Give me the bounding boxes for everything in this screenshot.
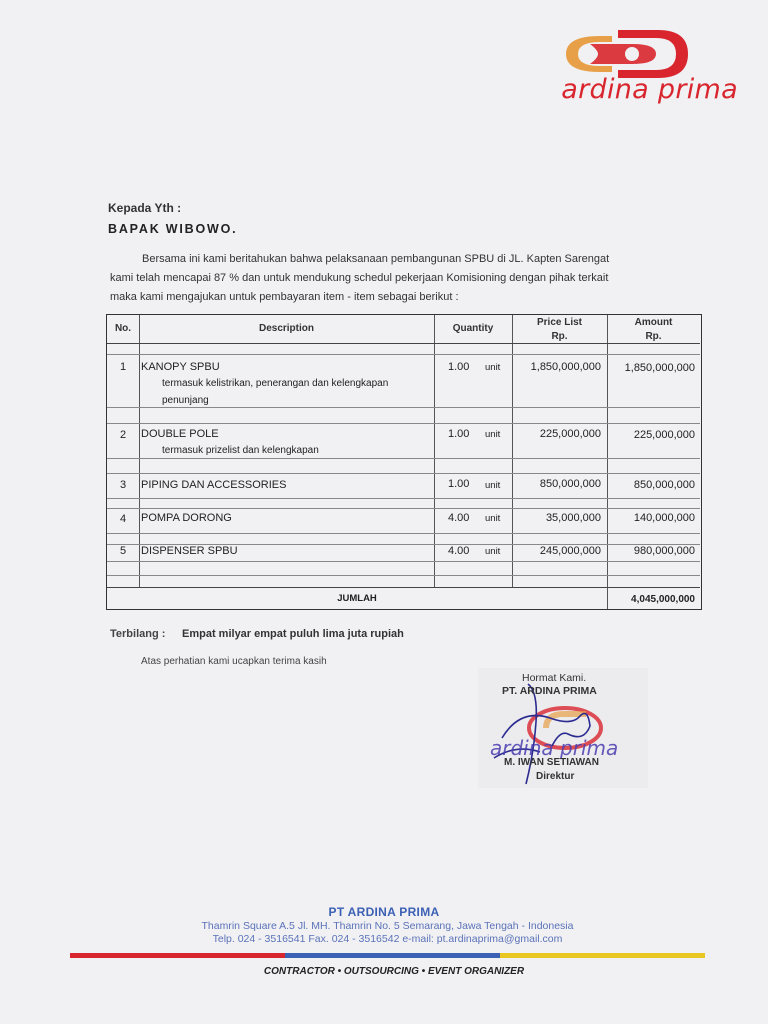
item-qty: 1.00 — [448, 478, 470, 490]
row-divider — [107, 458, 700, 459]
logo-mark-icon — [560, 28, 690, 80]
header-price-unit: Rp. — [551, 331, 568, 342]
header-amount-unit: Rp. — [645, 331, 662, 342]
payment-table — [106, 314, 702, 610]
item-price: 35,000,000 — [545, 512, 601, 524]
item-qty: 1.00 — [448, 428, 470, 440]
item-qty: 1.00 — [448, 361, 470, 373]
item-description: DISPENSER SPBU — [141, 545, 238, 557]
header-quantity: Quantity — [452, 323, 494, 334]
item-no: 4 — [120, 513, 127, 525]
item-no: 3 — [120, 479, 127, 491]
footer-bar-red — [70, 953, 285, 958]
regards-text: Hormat Kami. — [522, 672, 587, 684]
column-divider — [139, 315, 140, 587]
signer-title: Direktur — [536, 771, 575, 782]
item-unit: unit — [485, 480, 501, 491]
row-divider — [107, 423, 700, 424]
terbilang-value: Empat milyar empat puluh lima juta rupiah — [182, 628, 404, 640]
item-description: KANOPY SPBU — [141, 361, 220, 373]
row-divider — [107, 508, 700, 509]
item-no: 1 — [120, 361, 127, 373]
intro-line: Bersama ini kami beritahukan bahwa pelaksanaan pembangunan SPBU di JL. Kapten Sarengat — [142, 253, 610, 265]
row-divider — [107, 561, 700, 562]
footer-address: Thamrin Square A.5 Jl. MH. Thamrin No. 5 Semarang, Jawa Tengah - Indonesia — [201, 920, 574, 932]
header-description: Description — [258, 323, 314, 334]
intro-paragraph — [110, 250, 670, 307]
row-divider — [107, 473, 700, 474]
terbilang-label: Terbilang : — [110, 628, 166, 640]
item-price: 245,000,000 — [539, 545, 601, 557]
item-unit: unit — [485, 429, 501, 440]
item-unit: unit — [485, 362, 501, 373]
item-description: PIPING DAN ACCESSORIES — [141, 479, 287, 491]
item-amount: 225,000,000 — [633, 429, 695, 441]
item-note: penunjang — [162, 395, 209, 406]
stamp-text: ardina prima — [490, 736, 619, 760]
footer-contact: Telp. 024 - 3516541 Fax. 024 - 3516542 e-mail: pt.ardinaprima@gmail.com — [212, 933, 563, 945]
item-amount: 1,850,000,000 — [624, 362, 695, 374]
item-description: POMPA DORONG — [141, 512, 232, 524]
company-logo — [528, 28, 738, 108]
item-note: termasuk prizelist dan kelengkapan — [162, 445, 319, 456]
intro-line: maka kami mengajukan untuk pembayaran item - item sebagai berikut : — [110, 291, 459, 303]
item-price: 225,000,000 — [539, 428, 601, 440]
item-description: DOUBLE POLE — [141, 428, 219, 440]
row-divider — [107, 575, 700, 576]
footer-bar-blue — [285, 953, 500, 958]
item-amount: 850,000,000 — [633, 479, 695, 491]
total-label: JUMLAH — [337, 593, 377, 604]
to-label: Kepada Yth : — [108, 201, 182, 215]
header-no: No. — [114, 323, 132, 334]
item-no: 2 — [120, 429, 127, 441]
item-unit: unit — [485, 546, 501, 557]
item-price: 850,000,000 — [539, 478, 601, 490]
item-no: 5 — [120, 545, 127, 557]
recipient-name: BAPAK WIBOWO. — [108, 222, 238, 236]
row-divider — [107, 407, 700, 408]
item-note: termasuk kelistrikan, penerangan dan kelengkapan — [162, 378, 389, 389]
closing-line: Atas perhatian kami ucapkan terima kasih — [141, 656, 327, 667]
row-divider — [107, 587, 700, 588]
item-unit: unit — [485, 513, 501, 524]
footer-bar-yellow — [500, 953, 705, 958]
signature-company: PT. ARDINA PRIMA — [502, 685, 597, 697]
row-divider — [107, 354, 700, 355]
total-value: 4,045,000,000 — [631, 594, 695, 605]
footer-color-bar — [70, 953, 705, 958]
item-qty: 4.00 — [448, 545, 470, 557]
item-qty: 4.00 — [448, 512, 470, 524]
row-divider — [107, 498, 700, 499]
item-price: 1,850,000,000 — [530, 361, 601, 373]
header-amount: Amount — [634, 317, 673, 328]
intro-line: kami telah mencapai 87 % dan untuk mendukung schedul pekerjaan Komisioning dengan pihak terkait — [110, 272, 609, 284]
signer-name: M. IWAN SETIAWAN — [504, 757, 599, 768]
column-divider — [607, 315, 608, 609]
footer-company: PT ARDINA PRIMA — [328, 905, 440, 919]
item-amount: 140,000,000 — [633, 512, 695, 524]
header-price-list: Price List — [536, 317, 583, 328]
row-divider — [107, 533, 700, 534]
item-amount: 980,000,000 — [633, 545, 695, 557]
footer-tagline: CONTRACTOR • OUTSOURCING • EVENT ORGANIZER — [263, 966, 525, 977]
logo-text: ardina prima — [561, 74, 738, 105]
column-divider — [434, 315, 435, 587]
